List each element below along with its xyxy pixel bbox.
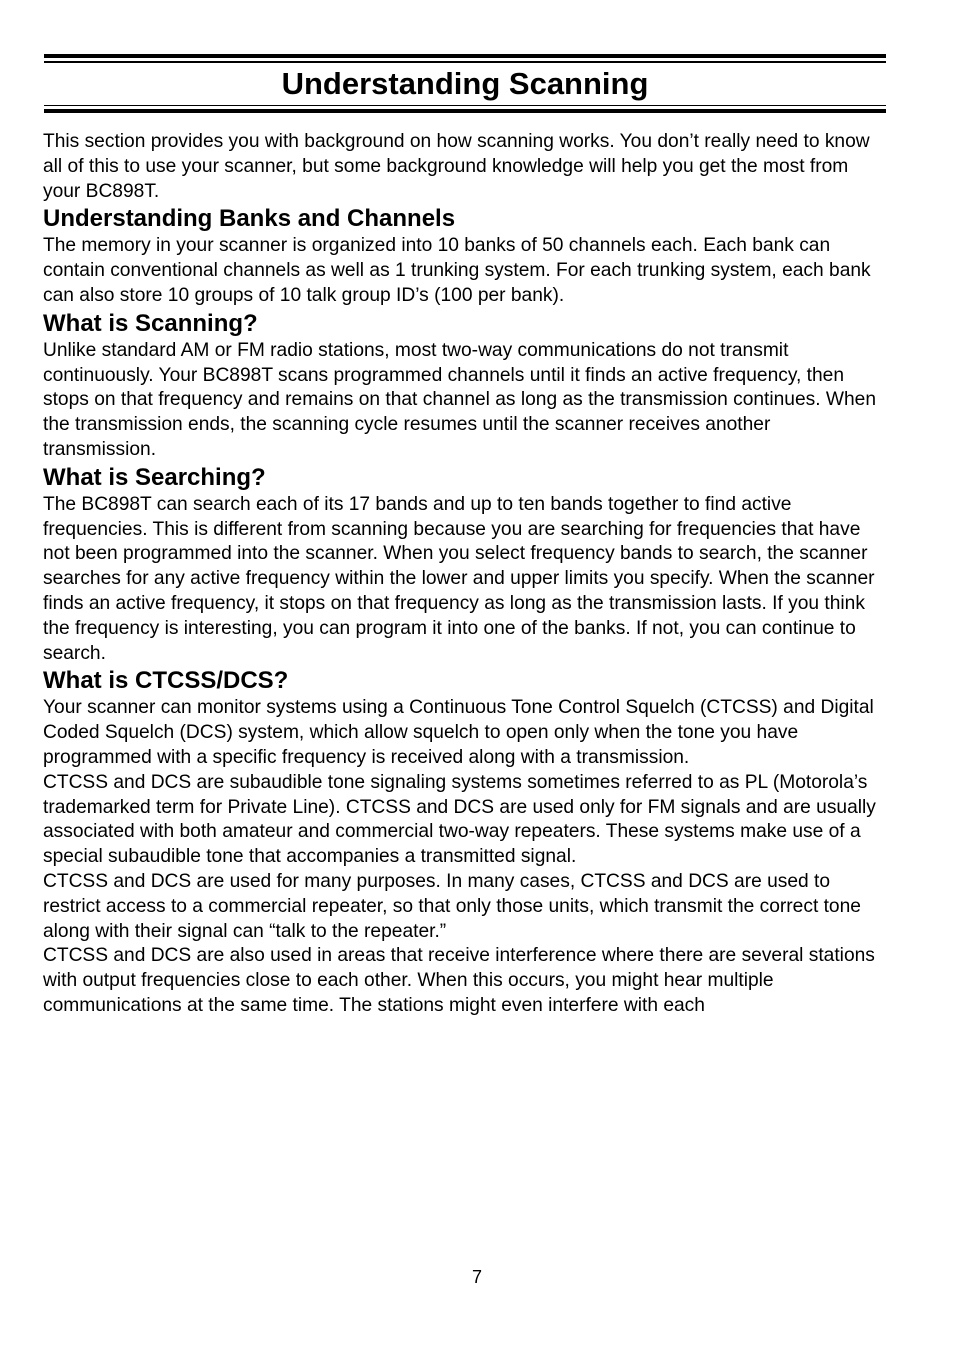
section-paragraph: CTCSS and DCS are also used in areas that receive interference where there are several stations with output frequencies close to each other. When this occurs, you might hear multiple communications at the same time. The stations might even interfere with each [43, 945, 875, 1016]
title-bottom-rule [44, 109, 886, 113]
section-heading-scanning: What is Scanning? [43, 309, 258, 337]
page-body [43, 130, 888, 1019]
page-title: Understanding Scanning [281, 65, 649, 101]
title-top-rule [44, 54, 886, 58]
section-paragraph: The memory in your scanner is organized into 10 banks of 50 channels each. Each bank can contain conventional channels as well as 1 trunking system. For each trunking system, each bank can also store 10 groups of 10 talk group ID’s (100 per bank). [43, 235, 871, 306]
intro-paragraph: This section provides you with background on how scanning works. You don’t really need to know all of this to use your scanner, but some background knowledge will help you get the most from your BC898T. [43, 131, 870, 202]
section-heading-searching: What is Searching? [43, 463, 266, 491]
section-heading-ctcss-dcs: What is CTCSS/DCS? [43, 667, 289, 695]
section-paragraph: Unlike standard AM or FM radio stations, most two-way communications do not transmit continuously. Your BC898T scans programmed channels until it finds an active frequency, then stops on that frequency and remains on that channel as long as the transmission continues. When the transmission ends, the scanning cycle resumes until the scanner receives another transmission. [43, 339, 877, 460]
page-title-block [44, 54, 886, 113]
section-paragraph: The BC898T can search each of its 17 bands and up to ten bands together to find active frequencies. This is different from scanning because you are searching for frequencies that have not been programmed into the scanner. When you select frequency bands to search, the scanner searches for any active frequency within the lower and upper limits you specify. When the scanner finds an active frequency, it stops on that frequency as long as the transmission lasts. If you think the frequency is interesting, you can program it into one of the banks. If not, you can continue to search. [43, 493, 875, 664]
title-bottom-rule-thin [44, 105, 886, 107]
section-paragraph: CTCSS and DCS are subaudible tone signaling systems sometimes referred to as PL (Motorola’s trademarked term for Private Line). CTCSS and DCS are used only for FM signals and are usually associated with both amateur and commercial two-way repeaters. These systems make use of a special subaudible tone that accompanies a transmitted signal. [43, 771, 876, 868]
page-number: 7 [471, 1267, 482, 1287]
section-heading-banks-channels: Understanding Banks and Channels [43, 205, 456, 233]
section-paragraph: Your scanner can monitor systems using a Continuous Tone Control Squelch (CTCSS) and Digital Coded Squelch (DCS) system, which allow squelch to open only when the tone you have programmed with a specific frequency is received along with a transmission. [43, 697, 874, 768]
section-paragraph: CTCSS and DCS are used for many purposes. In many cases, CTCSS and DCS are used to restrict access to a commercial repeater, so that only those units, which transmit the correct tone along with their signal can “talk to the repeater.” [43, 870, 861, 942]
